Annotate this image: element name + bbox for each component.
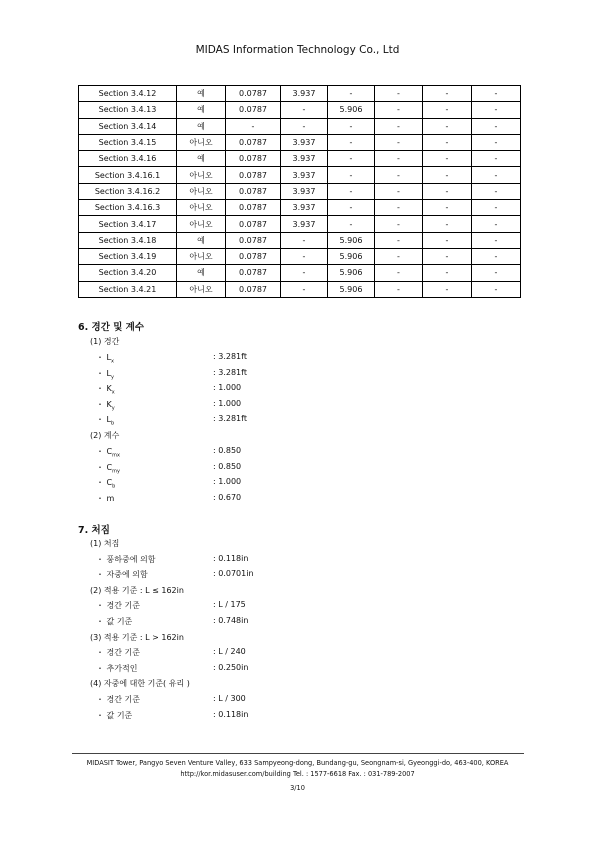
table-cell: -	[423, 232, 472, 248]
coef-value: : 1.000	[213, 477, 242, 487]
deflection-label-text: 추가적인	[106, 663, 138, 673]
table-cell: -	[281, 102, 328, 118]
table-cell: 0.0787	[226, 265, 281, 281]
table-row	[79, 151, 521, 167]
table-cell: -	[375, 200, 423, 216]
coef-value: : 3.281ft	[213, 352, 247, 361]
table-cell: -	[328, 134, 375, 150]
deflection-value: : 0.118in	[213, 709, 249, 719]
deflection-subheading: (1) 처짐	[90, 539, 120, 548]
table-cell: 0.0787	[226, 134, 281, 150]
table-cell: -	[472, 216, 521, 232]
table-cell: 0.0787	[226, 200, 281, 216]
coef-symbol: L	[106, 353, 112, 362]
table-cell: 예	[177, 232, 226, 248]
coef-symbol: K	[106, 399, 112, 409]
table-cell: -	[423, 134, 472, 150]
deflection-value: : 0.118in	[213, 553, 249, 563]
deflection-subheading: (2) 적용 기준 : L ≤ 162in	[90, 585, 184, 595]
table-cell: -	[375, 265, 423, 281]
coef-symbol: C	[106, 447, 113, 456]
table-cell: 아니오	[177, 216, 226, 232]
table-cell: 예	[177, 265, 226, 281]
table-cell: -	[472, 151, 521, 167]
coef-label	[96, 399, 115, 412]
deflection-label	[96, 694, 140, 705]
table-cell: Section 3.4.20	[79, 265, 177, 281]
table-row	[79, 118, 521, 134]
deflection-label-text: 경간 기준	[106, 695, 141, 704]
table-cell: -	[375, 118, 423, 134]
bullet: ・	[96, 663, 107, 673]
coef-label	[96, 477, 115, 490]
table-cell: 5.906	[328, 248, 375, 264]
table-cell: -	[423, 118, 472, 134]
coef-label	[96, 383, 115, 396]
table-cell: -	[423, 248, 472, 264]
deflection-label-text: 경간 기준	[106, 601, 141, 611]
table-cell: 0.0787	[226, 232, 281, 248]
table-row	[79, 134, 521, 150]
deflection-label-text: 자중에 의함	[106, 570, 148, 580]
bullet: ・	[96, 462, 107, 472]
table-row	[79, 248, 521, 264]
table-cell: -	[472, 118, 521, 134]
bullet: ・	[96, 648, 107, 658]
bullet: ・	[96, 415, 107, 425]
deflection-value: : L / 175	[213, 600, 246, 610]
table-cell: 0.0787	[226, 183, 281, 199]
table-cell: 0.0787	[226, 167, 281, 183]
table-cell: 3.937	[281, 216, 328, 232]
table-cell: -	[472, 86, 521, 102]
table-cell: Section 3.4.21	[79, 281, 177, 297]
table-cell: Section 3.4.16.1	[79, 167, 177, 183]
coef-symbol: L	[106, 368, 112, 378]
table-cell: -	[281, 118, 328, 134]
coef-symbol: m	[106, 493, 115, 503]
coef-subscript: mx	[112, 452, 120, 459]
table-cell: 예	[177, 86, 226, 102]
table-cell: 0.0787	[226, 281, 281, 297]
bullet: ・	[96, 384, 107, 394]
sec6-sub-2: (2) 계수	[90, 431, 120, 440]
table-cell: -	[328, 216, 375, 232]
coef-value: : 0.850	[213, 461, 242, 471]
coef-subscript: y	[111, 374, 114, 381]
coef-symbol: C	[106, 462, 113, 472]
coef-symbol: L	[106, 415, 112, 425]
table-cell: -	[375, 281, 423, 297]
sec6-sub-1: (1) 경간	[90, 337, 120, 346]
table-cell: -	[328, 86, 375, 102]
table-cell: -	[472, 232, 521, 248]
table-cell: -	[472, 265, 521, 281]
bullet: ・	[96, 368, 107, 378]
footer-rule	[72, 753, 524, 754]
coef-value: : 3.281ft	[213, 414, 247, 424]
coef-label	[96, 462, 120, 475]
coef-subscript: x	[111, 389, 115, 396]
table-cell: -	[281, 281, 328, 297]
table-row	[79, 200, 521, 216]
table-cell: 3.937	[281, 200, 328, 216]
deflection-label-text: 풍하중에 의함	[106, 554, 156, 564]
deflection-label	[96, 663, 137, 674]
deflection-value: : 0.748in	[213, 616, 249, 625]
table-cell: -	[328, 151, 375, 167]
table-row	[79, 167, 521, 183]
table-cell: -	[472, 200, 521, 216]
table-cell: Section 3.4.16.3	[79, 200, 177, 216]
deflection-subheading: (4) 자중에 대한 기준( 유리 )	[90, 679, 190, 689]
bullet: ・	[96, 399, 107, 409]
deflection-label-text: 값 기준	[106, 710, 133, 720]
coef-subscript: b	[112, 483, 116, 490]
table-cell: 아니오	[177, 183, 226, 199]
table-cell: 아니오	[177, 167, 226, 183]
table-cell: -	[472, 281, 521, 297]
table-cell: 3.937	[281, 167, 328, 183]
table-cell: Section 3.4.16	[79, 151, 177, 167]
deflection-label	[96, 647, 140, 658]
deflection-label	[96, 569, 148, 580]
coef-value: : 3.281ft	[213, 367, 247, 377]
table-cell: -	[423, 167, 472, 183]
table-cell: 5.906	[328, 265, 375, 281]
coef-label	[96, 414, 114, 427]
table-cell: -	[375, 232, 423, 248]
table-cell: -	[375, 86, 423, 102]
deflection-value: : 0.250in	[213, 662, 249, 672]
table-cell: -	[375, 216, 423, 232]
deflection-label	[96, 710, 132, 721]
table-cell: -	[423, 265, 472, 281]
table-cell: -	[472, 167, 521, 183]
deflection-label	[96, 616, 132, 627]
bullet: ・	[96, 554, 107, 564]
bullet: ・	[96, 617, 107, 626]
table-cell: Section 3.4.13	[79, 102, 177, 118]
table-cell: -	[423, 183, 472, 199]
bullet: ・	[96, 601, 107, 611]
coef-label	[96, 493, 114, 506]
coef-label	[96, 368, 114, 381]
table-cell: -	[375, 248, 423, 264]
table-row	[79, 232, 521, 248]
coef-label	[96, 446, 120, 459]
table-cell: Section 3.4.12	[79, 86, 177, 102]
coef-subscript: y	[111, 405, 115, 412]
table-row	[79, 102, 521, 118]
coef-value: : 1.000	[213, 383, 242, 393]
table-cell: 0.0787	[226, 102, 281, 118]
table-cell: 아니오	[177, 281, 226, 297]
table-cell: 0.0787	[226, 216, 281, 232]
page-number: 3/10	[290, 784, 305, 792]
table-cell: -	[281, 265, 328, 281]
bullet: ・	[96, 710, 107, 720]
coef-subscript: b	[111, 420, 115, 427]
table-cell: -	[328, 200, 375, 216]
table-cell: -	[472, 134, 521, 150]
spec-table	[78, 85, 521, 298]
table-cell: 0.0787	[226, 151, 281, 167]
table-cell: 5.906	[328, 281, 375, 297]
table-row	[79, 86, 521, 102]
table-cell: 아니오	[177, 200, 226, 216]
table-cell: -	[281, 248, 328, 264]
section-7-title: 7. 처짐	[78, 525, 110, 536]
bullet: ・	[96, 570, 107, 580]
table-cell: 5.906	[328, 232, 375, 248]
coef-symbol: C	[106, 478, 113, 488]
deflection-value: : L / 300	[213, 694, 246, 703]
page-header: MIDAS Information Technology Co., Ltd	[195, 44, 400, 56]
table-cell: -	[375, 102, 423, 118]
coef-subscript: x	[111, 358, 114, 365]
table-cell: 아니오	[177, 134, 226, 150]
table-row	[79, 265, 521, 281]
table-cell: 0.0787	[226, 86, 281, 102]
table-cell: -	[226, 118, 281, 134]
bullet: ・	[96, 478, 107, 488]
table-cell: -	[328, 118, 375, 134]
table-cell: 아니오	[177, 248, 226, 264]
table-cell: -	[423, 86, 472, 102]
coef-value: : 0.670	[213, 492, 242, 502]
footer-address: MIDASIT Tower, Pangyo Seven Venture Valley, 633 Sampyeong-dong, Bundang-gu, Seongnam-si, Gyeonggi-do, 463-400, KOREA	[86, 759, 509, 767]
bullet: ・	[96, 493, 107, 503]
footer-contact: http://kor.midasuser.com/building Tel. : 1577-6618 Fax. : 031-789-2007	[180, 770, 415, 778]
table-cell: -	[423, 151, 472, 167]
deflection-value: : 0.0701in	[213, 569, 254, 579]
table-cell: -	[472, 248, 521, 264]
bullet: ・	[96, 695, 107, 704]
table-cell: -	[375, 183, 423, 199]
bullet: ・	[96, 447, 107, 456]
table-cell: -	[375, 134, 423, 150]
table-cell: 예	[177, 118, 226, 134]
table-cell: -	[423, 102, 472, 118]
table-cell: -	[423, 281, 472, 297]
deflection-value: : L / 240	[213, 647, 246, 657]
table-cell: Section 3.4.17	[79, 216, 177, 232]
coef-value: : 1.000	[213, 398, 242, 408]
bullet: ・	[96, 353, 107, 362]
table-cell: 0.0787	[226, 248, 281, 264]
table-cell: -	[328, 167, 375, 183]
coef-value: : 0.850	[213, 446, 242, 455]
deflection-label	[96, 554, 155, 565]
table-cell: 3.937	[281, 134, 328, 150]
table-cell: -	[375, 151, 423, 167]
table-cell: 3.937	[281, 151, 328, 167]
table-row	[79, 183, 521, 199]
table-row	[79, 216, 521, 232]
coef-label	[96, 352, 114, 365]
table-cell: 3.937	[281, 183, 328, 199]
table-cell: Section 3.4.14	[79, 118, 177, 134]
table-row	[79, 281, 521, 297]
table-cell: 5.906	[328, 102, 375, 118]
table-cell: Section 3.4.15	[79, 134, 177, 150]
coef-symbol: K	[106, 384, 112, 394]
table-cell: -	[423, 200, 472, 216]
table-cell: 예	[177, 102, 226, 118]
table-cell: -	[472, 102, 521, 118]
table-cell: Section 3.4.19	[79, 248, 177, 264]
table-cell: -	[281, 232, 328, 248]
section-6-title: 6. 경간 및 계수	[78, 322, 145, 333]
table-cell: -	[472, 183, 521, 199]
table-cell: -	[423, 216, 472, 232]
table-cell: 예	[177, 151, 226, 167]
deflection-label-text: 값 기준	[106, 617, 133, 626]
table-cell: 3.937	[281, 86, 328, 102]
coef-subscript: my	[112, 468, 120, 475]
deflection-label	[96, 600, 140, 611]
table-cell: -	[375, 167, 423, 183]
table-cell: Section 3.4.18	[79, 232, 177, 248]
table-cell: Section 3.4.16.2	[79, 183, 177, 199]
deflection-label-text: 경간 기준	[106, 648, 141, 658]
deflection-subheading: (3) 적용 기준 : L > 162in	[90, 632, 184, 642]
table-cell: -	[328, 183, 375, 199]
